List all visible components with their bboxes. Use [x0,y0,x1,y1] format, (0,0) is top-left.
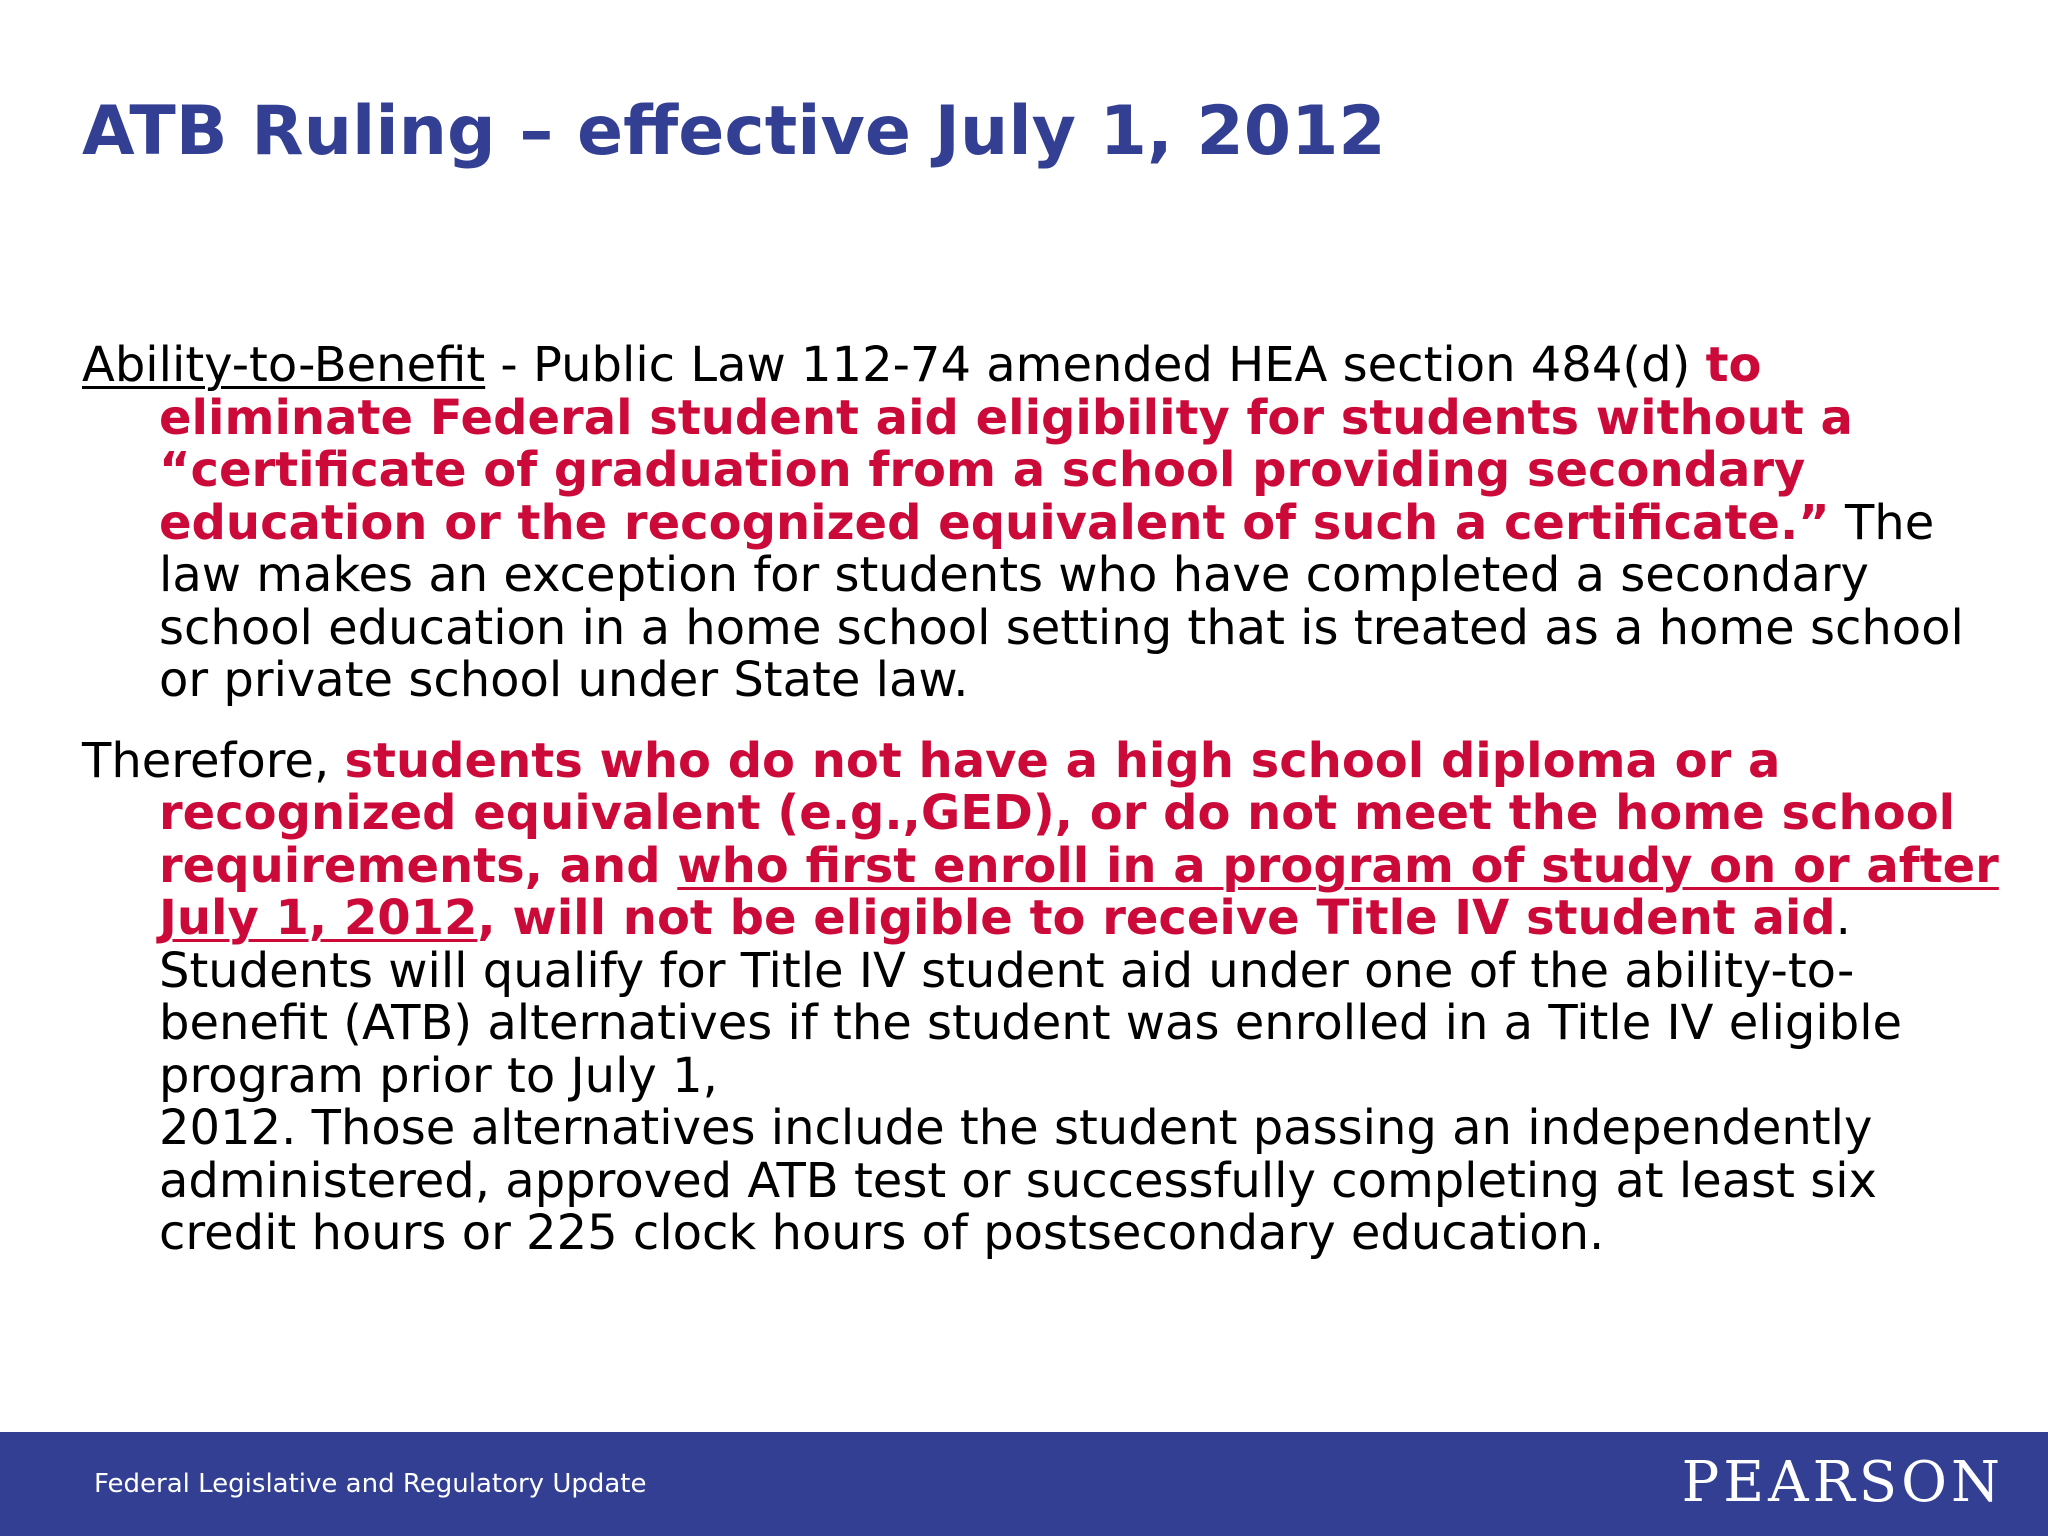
paragraph-therefore [82,732,2002,1261]
paragraph-ability-to-benefit [82,339,2002,707]
footer-bar [0,1432,2048,1536]
paragraph2-emphasis-a: students who do not have a high school diploma or a recognized equivalent (e.g.,GED), or do not meet the home school requirements, and [159,732,1956,894]
paragraph2-rest-b: 2012. Those alternatives include the student passing an independently administered, approved ATB test or successfully completing at least six credit hours or 225 clock hours of postsecondary education. [159,1100,1877,1261]
slide-body [82,339,2002,1260]
paragraph2-emphasis-underlined: who first enroll in a program of study on or after July 1, 2012 [159,837,1999,946]
paragraph2-emphasis-b: , will not be eligible to receive Title IV student aid [477,890,1836,946]
paragraph1-intro: - Public Law 112-74 amended HEA section 484(d) [485,337,1706,393]
paragraph2-lead: Therefore, [82,732,345,789]
paragraph1-emphasis: to eliminate Federal student aid eligibility for students without a “certificate of graduation from a school providing secondary education or the recognized equivalent of such a certificate.” [159,337,1853,551]
slide-title: ATB Ruling – effective July 1, 2012 [82,92,1386,171]
pearson-logo: PEARSON [1681,1450,2004,1515]
term-ability-to-benefit: Ability-to-Benefit [82,337,486,393]
paragraph2-rest-a: . Students will qualify for Title IV student aid under one of the ability-to-benefit (ATB) alternatives if the student was enrolled in a Title IV eligible program prior to July 1, [159,890,1903,1104]
footer-caption: Federal Legislative and Regulatory Update [94,1469,647,1499]
paragraph1-rest: The law makes an exception for students who have completed a secondary school education in a home school setting that is treated as a home school or private school under State law. [159,494,1964,708]
